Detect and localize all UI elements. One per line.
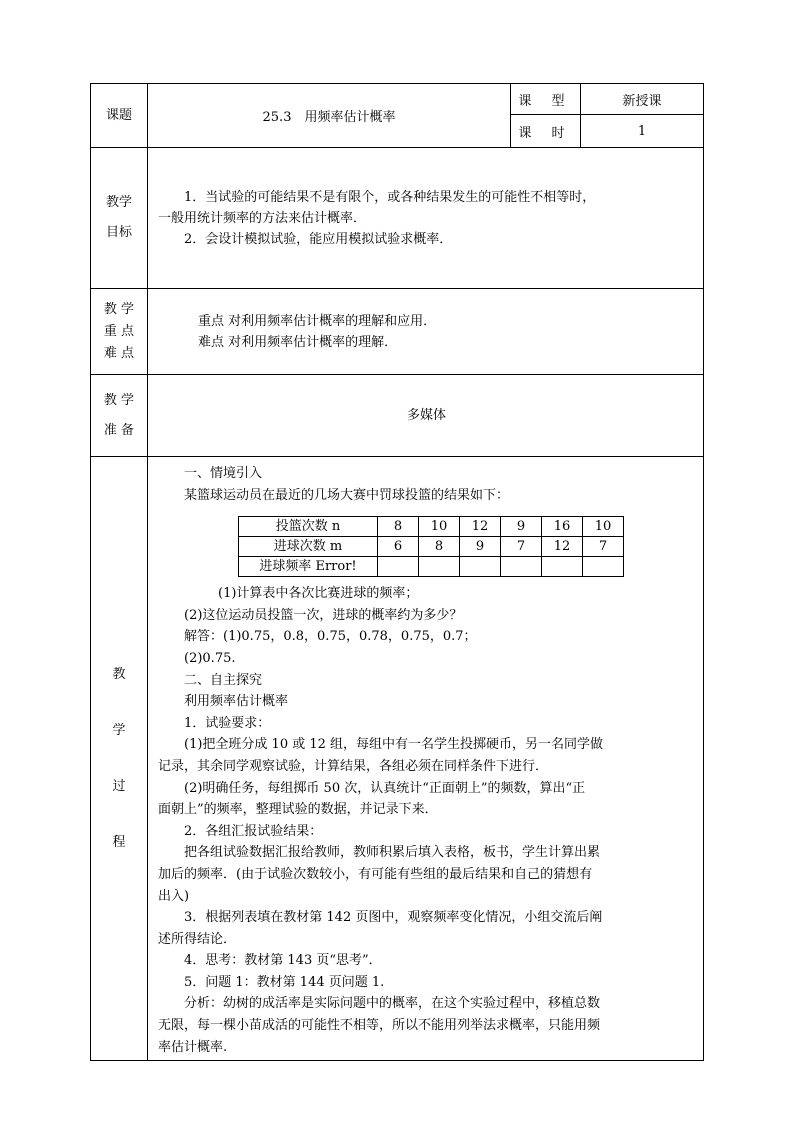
topic-title: 25.3 用频率估计概率: [148, 84, 511, 148]
table-cell: 6: [378, 537, 419, 557]
table-cell: 10: [419, 517, 460, 537]
step-5: 5．问题 1：教材第 144 页问题 1.: [184, 974, 385, 990]
table-cell: 8: [378, 517, 419, 537]
row-header-attempts: 投篮次数 n: [239, 517, 378, 537]
table-row: [239, 517, 624, 537]
goals-content: [148, 148, 704, 289]
analysis-line-1: 分析：幼树的成活率是实际问题中的概率，在这个实验过程中，移植总数: [184, 996, 601, 1012]
process-label: [91, 457, 148, 1061]
process-label-char-3: 过: [112, 778, 126, 794]
table-cell: [583, 557, 624, 577]
question-1: (1)计算表中各次比赛进球的频率；: [218, 586, 419, 602]
lesson-type-value: 新授课: [581, 84, 704, 115]
table-cell: 12: [542, 537, 583, 557]
prep-label-line-2: 准 备: [103, 422, 135, 438]
topic-label: 课题: [91, 84, 148, 148]
goals-label-line-1: 教学: [105, 195, 132, 210]
row-header-goals: 进球次数 m: [239, 537, 378, 557]
step-4: 4．思考：教材第 143 页“思考”．: [184, 953, 382, 969]
keypoints-label-line-3: 难 点: [103, 345, 135, 361]
table-row: [239, 557, 624, 577]
answer-1: 解答：(1)0.75，0.8，0.75，0.78，0.75，0.7；: [184, 629, 477, 645]
report-line-3: 出入): [158, 888, 190, 904]
table-cell: 8: [419, 537, 460, 557]
requirement-1-line-2: 记录，其余同学观察试验，计算结果，各组必须在同样条件下进行．: [158, 758, 549, 774]
report-heading: 2．各组汇报试验结果：: [184, 823, 323, 839]
question-2: (2)这位运动员投篮一次，进球的概率约为多少？: [184, 607, 463, 623]
intro-text: 某篮球运动员在最近的几场大赛中罚球投篮的结果如下：: [184, 487, 510, 503]
explore-subheading: 利用频率估计概率: [184, 694, 289, 710]
keypoints-content: [148, 289, 704, 375]
requirement-2-line-2: 面朝上”的频率，整理试验的数据，并记录下来．: [158, 802, 438, 818]
table-cell: 7: [583, 537, 624, 557]
lesson-hours-label: 课 时: [511, 115, 581, 148]
table-cell: [419, 557, 460, 577]
report-line-2: 加后的频率．(由于试验次数较小，有可能有些组的最后结果和自己的猜想有: [158, 866, 593, 882]
process-label-char-2: 学: [112, 722, 126, 738]
intro-heading: 一、情境引入: [184, 466, 263, 481]
report-line-1: 把各组试验数据汇报给教师，教师积累后填入表格，板书，学生计算出累: [184, 845, 601, 861]
table-cell: [542, 557, 583, 577]
table-cell: 9: [460, 537, 501, 557]
shooting-results-table: [238, 516, 624, 577]
analysis-line-2: 无限，每一棵小苗成活的可能性不相等，所以不能用列举法求概率，只能用频: [158, 1018, 601, 1034]
requirements-heading: 1．试验要求：: [184, 715, 271, 731]
goals-label-line-2: 目标: [105, 225, 132, 240]
keypoints-label: [91, 289, 148, 375]
keypoints-line-1: 重点 对利用频率估计概率的理解和应用．: [198, 313, 437, 329]
table-cell: 16: [542, 517, 583, 537]
table-cell: [501, 557, 542, 577]
keypoints-line-2: 难点 对利用频率估计概率的理解．: [198, 334, 398, 350]
lesson-type-label: 课 型: [511, 84, 581, 115]
requirement-1-line-1: (1)把全班分成 10 或 12 组，每组中有一名学生投掷硬币，另一名同学做: [184, 737, 604, 753]
lesson-hours-value: 1: [581, 115, 704, 148]
goals-line-2: 一般用统计频率的方法来估计概率．: [158, 210, 367, 226]
explore-heading: 二、自主探究: [184, 672, 263, 688]
table-cell: 9: [501, 517, 542, 537]
prep-content: 多媒体: [148, 375, 704, 457]
prep-label: [91, 375, 148, 457]
answer-2: (2)0.75.: [184, 650, 236, 666]
table-cell: 12: [460, 517, 501, 537]
step-3-line-1: 3．根据列表填在教材第 142 页图中，观察频率变化情况，小组交流后阐: [184, 910, 603, 926]
analysis-line-3: 率估计概率.: [158, 1039, 228, 1055]
goals-line-1: 1．当试验的可能结果不是有限个，或各种结果发生的可能性不相等时，: [184, 189, 596, 205]
process-content: [148, 457, 704, 1061]
table-cell: [378, 557, 419, 577]
table-cell: 7: [501, 537, 542, 557]
process-label-char-4: 程: [112, 834, 126, 850]
keypoints-label-line-1: 教 学: [103, 301, 135, 317]
goals-line-3: 2．会设计模拟试验，能应用模拟试验求概率．: [184, 231, 453, 247]
table-cell: [460, 557, 501, 577]
lesson-plan-table: [90, 83, 704, 1061]
table-cell: 10: [583, 517, 624, 537]
keypoints-label-line-2: 重 点: [103, 323, 135, 339]
goals-label: [91, 148, 148, 289]
process-label-char-1: 教: [112, 666, 126, 682]
prep-label-line-1: 教 学: [103, 392, 135, 408]
row-header-frequency: 进球频率 Error!: [239, 557, 378, 577]
step-3-line-2: 述所得结论．: [158, 931, 237, 947]
requirement-2-line-1: (2)明确任务，每组掷币 50 次，认真统计“正面朝上”的频数，算出“正: [184, 780, 586, 796]
table-row: [239, 537, 624, 557]
